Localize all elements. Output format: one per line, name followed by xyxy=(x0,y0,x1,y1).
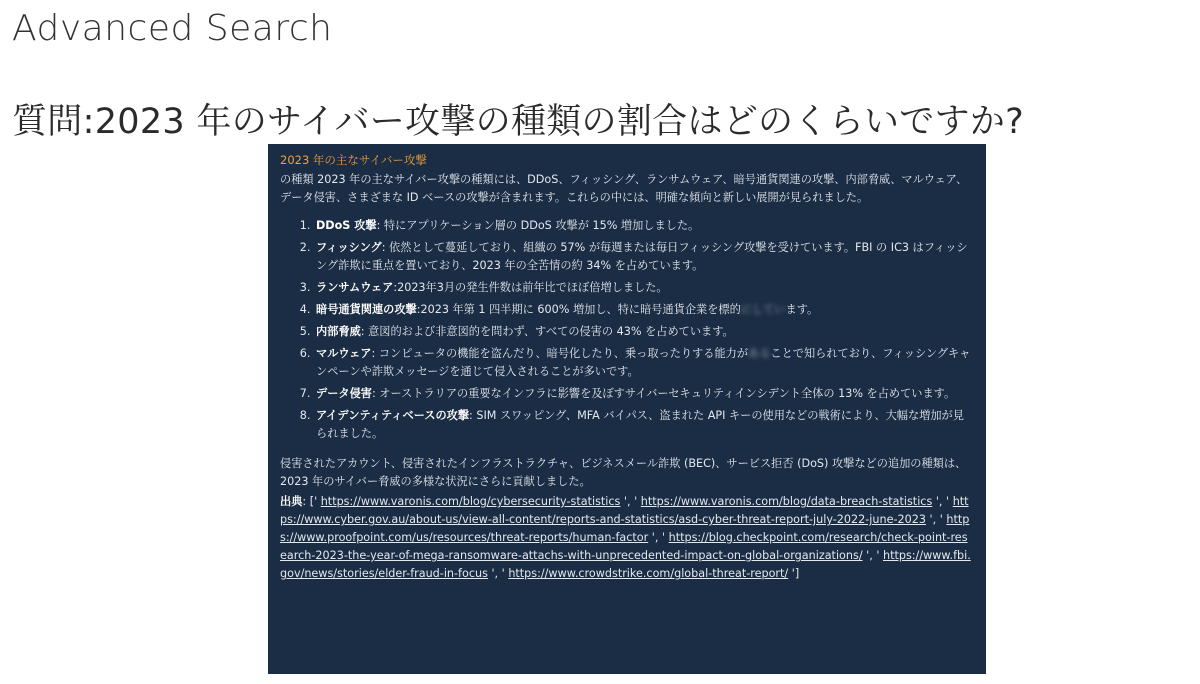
source-link[interactable]: https://blog.checkpoint.com/research/check-point-research-2023-the-year-of-mega-ransomware-attachs-with-unprecedented-impact-on-global-organizations/ xyxy=(280,531,968,562)
source-link[interactable]: https://www.fbi.gov/news/stories/elder-fraud-in-focus xyxy=(280,549,971,580)
answer-panel xyxy=(268,144,986,674)
item-text: :2023年3月の発生件数は前年比でほぼ倍増しました。 xyxy=(393,281,668,294)
list-item xyxy=(314,323,972,341)
list-item xyxy=(314,279,972,297)
sources-list: 出典: [' https://www.varonis.com/blog/cybersecurity-statistics ', ' https://www.varonis.com/blog/data-breach-statistics ', ' https://www.cyber.gov.au/about-us/view-all-content/reports-and-statistics/asd-cyber-threat-report-july-2022-june-2023 ', ' https://www.proofpoint.com/us/resources/threat-reports/human-factor ', ' https://blog.checkpoint.com/research/check-point-research-2023-the-year-of-mega-ransomware-attachs-with-unprecedented-impact-on-global-organizations/ ', ' https://www.fbi.gov/news/stories/elder-fraud-in-focus ', ' https://www.crowdstrike.com/global-threat-report/ '] xyxy=(280,495,971,580)
item-label: マルウェア xyxy=(316,347,372,360)
answer-intro: の種類 2023 年の主なサイバー攻撃の種類には、DDoS、フィッシング、ランサムウェア、暗号通貨関連の攻撃、内部脅威、マルウェア、データ侵害、さまざまな ID ベースの攻撃が含まれます。これらの中には、明確な傾向と新しい展開が見られました。 xyxy=(280,173,968,204)
question-text: 質問:2023 年のサイバー攻撃の種類の割合はどのくらいですか? xyxy=(12,102,1025,142)
item-label: 内部脅威 xyxy=(316,325,361,338)
item-text: :2023 年第 1 四半期に 600% 増加し、特に暗号通貨企業を標的 xyxy=(416,303,741,316)
list-item xyxy=(314,239,972,275)
item-text: : オーストラリアの重要なインフラに影響を及ぼすサイバーセキュリティインシデント全体の 13% を占めています。 xyxy=(371,387,956,400)
list-item xyxy=(314,217,972,235)
source-link[interactable]: https://www.crowdstrike.com/global-threat-report/ xyxy=(508,567,789,580)
sources-label: 出典 xyxy=(280,495,303,508)
item-label: DDoS 攻撃 xyxy=(316,219,377,232)
item-text-tail: ことで知られており、フィッシングキャンペーンや詐欺メッセージを通じて侵入されることが多いです。 xyxy=(316,347,971,378)
sources-prefix: : [' xyxy=(302,495,318,508)
item-label: フィッシング xyxy=(316,241,382,254)
item-text: : SIM スワッピング、MFA バイパス、盗まれた API キーの使用などの戦術により、大幅な増加が見られました。 xyxy=(316,409,964,440)
source-link[interactable]: https://www.varonis.com/blog/cybersecurity-statistics xyxy=(320,495,621,508)
blurred-text: ある xyxy=(748,347,771,360)
list-item xyxy=(314,407,972,443)
list-item xyxy=(314,345,972,381)
item-text: : 意図的および非意図的を問わず、すべての侵害の 43% を占めています。 xyxy=(360,325,734,338)
source-link[interactable]: https://www.varonis.com/blog/data-breach-statistics xyxy=(640,495,933,508)
item-label: アイデンティティベースの攻撃 xyxy=(316,409,470,422)
item-text: : 依然として蔓延しており、組織の 57% が毎週または毎日フィッシング攻撃を受けています。FBI の IC3 はフィッシング詐欺に重点を置いており、2023 年の全苦情の約 34% を占めています。 xyxy=(316,241,968,272)
source-link[interactable]: https://www.cyber.gov.au/about-us/view-all-content/reports-and-statistics/asd-cyber-threat-report-july-2022-june-2023 xyxy=(280,495,969,526)
item-label: 暗号通貨関連の攻撃 xyxy=(316,303,417,316)
item-text: : 特にアプリケーション層の DDoS 攻撃が 15% 増加しました。 xyxy=(376,219,700,232)
blurred-text: にしてい xyxy=(740,303,786,316)
list-item xyxy=(314,301,972,319)
attack-type-list xyxy=(280,217,972,443)
source-link[interactable]: https://www.proofpoint.com/us/resources/threat-reports/human-factor xyxy=(280,513,970,544)
slide-title: Advanced Search xyxy=(12,8,333,49)
item-label: データ侵害 xyxy=(316,387,372,400)
item-text: : コンピュータの機能を盗んだり、暗号化したり、乗っ取ったりする能力が xyxy=(371,347,749,360)
item-label: ランサムウェア xyxy=(316,281,394,294)
answer-heading: 2023 年の主なサイバー攻撃 xyxy=(280,153,427,167)
answer-closing: 侵害されたアカウント、侵害されたインフラストラクチャ、ビジネスメール詐欺 (BEC)、サービス拒否 (DoS) 攻撃などの追加の種類は、2023 年のサイバー脅威の多様な状況にさらに貢献しました。 xyxy=(280,457,967,488)
list-item xyxy=(314,385,972,403)
item-text-tail: ます。 xyxy=(785,303,819,316)
sources-suffix: '] xyxy=(791,567,800,580)
